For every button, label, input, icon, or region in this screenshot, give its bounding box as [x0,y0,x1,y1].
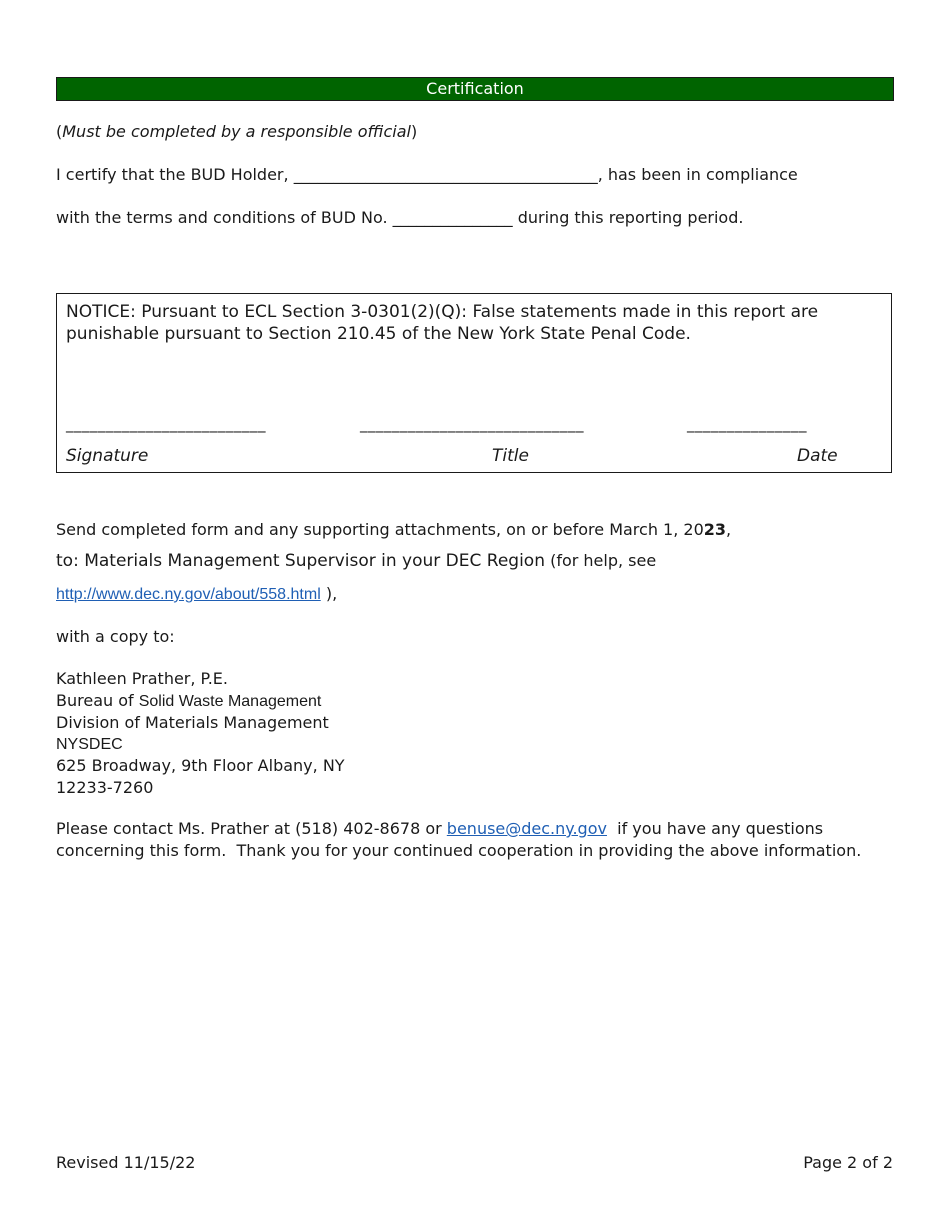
notice-box [56,293,892,473]
send-to-line: to: Materials Management Supervisor in your DEC Region (for help, see [56,551,657,571]
official-note-text: Must be completed by a responsible official [62,122,411,141]
page-number: Page 2 of 2 [803,1153,893,1172]
address-agency: NYSDEC [56,735,123,753]
copy-to-label: with a copy to: [56,627,175,646]
title-blank[interactable]: ____________________________ [360,415,584,433]
send-deadline-line: Send completed form and any supporting attachments, on or before March 1, 2023, [56,520,732,539]
deadline-year-suffix: 23 [703,520,727,539]
section-title: Certification [426,79,524,98]
dec-region-help-link[interactable]: http://www.dec.ny.gov/about/558.html [56,586,321,603]
address-bureau: Bureau of Solid Waste Management [56,690,322,710]
notice-text: NOTICE: Pursuant to ECL Section 3-0301(2)(Q): False statements made in this report are punishable pursuant to Section 210.45 of the New York State Penal Code. [66,302,819,344]
certify-bud-number-line: with the terms and conditions of BUD No. _______________ during this reporting period. [56,208,744,227]
date-blank[interactable]: _______________ [687,415,807,433]
bud-holder-blank[interactable]: ______________________________________ [293,165,598,184]
contact-paragraph [56,818,861,861]
certify-holder-line: I certify that the BUD Holder, ______________________________________, has been in compliance [56,165,798,184]
address-division: Division of Materials Management [56,713,329,732]
contact-email-link[interactable]: benuse@dec.ny.gov [446,819,607,838]
section-header-certification [56,77,894,101]
title-label: Title [492,446,529,466]
address-street: 625 Broadway, 9th Floor Albany, NY [56,756,345,775]
contact-line-1: Please contact Ms. Prather at (518) 402-8678 or benuse@dec.ny.gov if you have any questions [56,819,824,838]
date-label: Date [797,446,838,466]
bud-number-blank[interactable]: _______________ [392,208,513,227]
signature-label: Signature [66,446,149,466]
address-name: Kathleen Prather, P.E. [56,669,228,688]
address-zip: 12233-7260 [56,777,154,797]
contact-line-2: concerning this form. Thank you for your continued cooperation in providing the above information. [56,840,862,860]
mailing-address [56,668,345,798]
official-note: (Must be completed by a responsible official) [56,122,418,141]
help-link-line: http://www.dec.ny.gov/about/558.html ), [56,584,338,603]
revised-date: Revised 11/15/22 [56,1153,196,1172]
signature-blank[interactable]: _________________________ [66,415,266,433]
